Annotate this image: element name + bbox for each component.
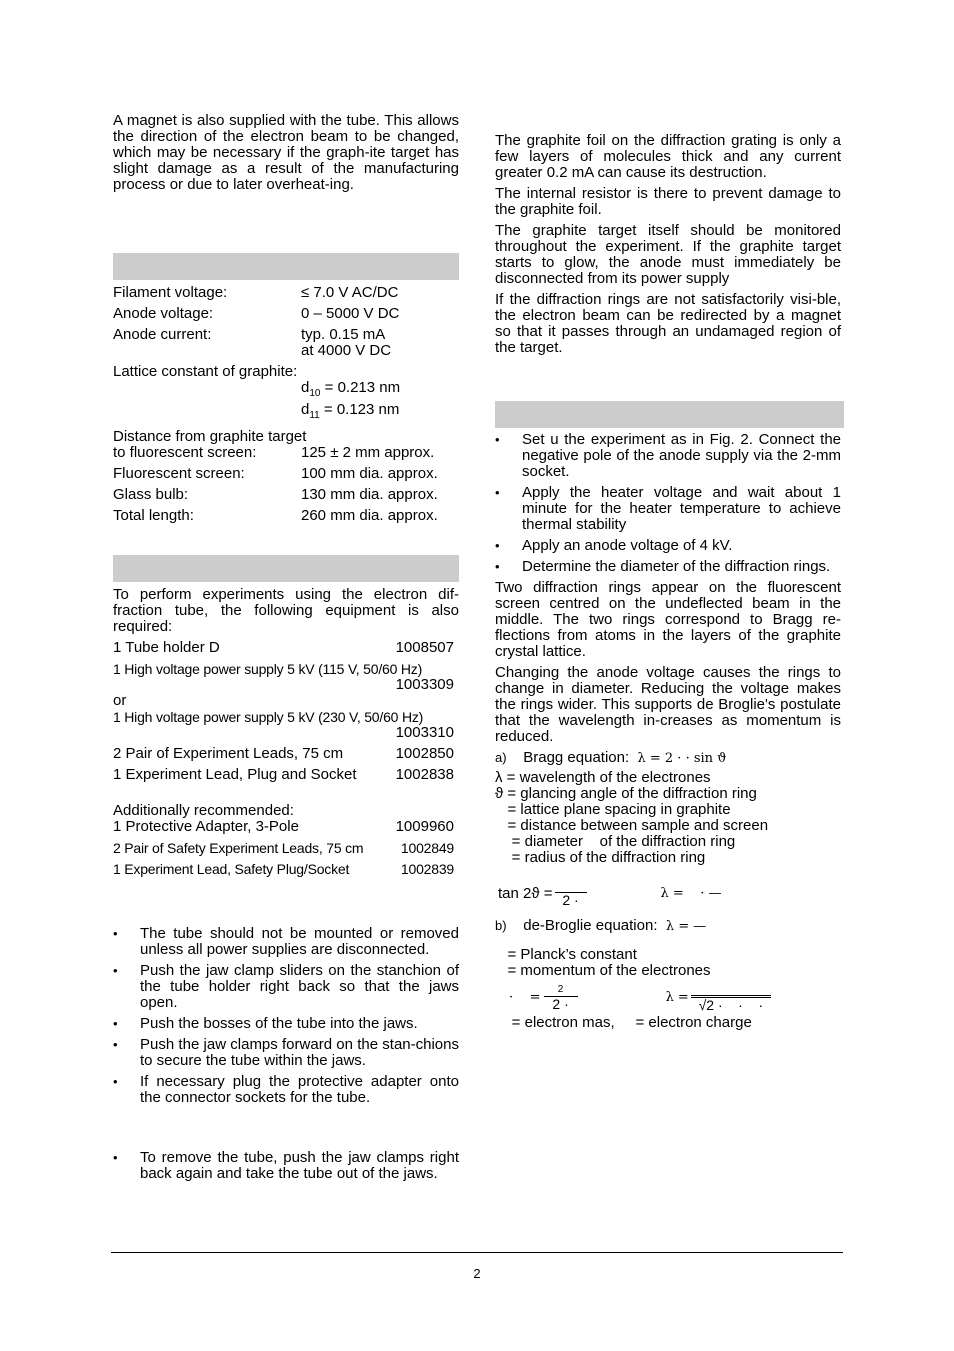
section-header-bar <box>495 401 844 428</box>
equipment-row: 2 Pair of Experiment Leads, 75 cm 1002850 <box>113 745 454 762</box>
spec-row: Anode current: typ. 0.15 mA at 4000 V DC <box>113 326 392 359</box>
list-item: • To remove the tube, push the jaw clamps right back again and take the tube out of the jaws. <box>113 1150 459 1182</box>
list-item: • If necessary plug the protective adapter onto the connector sockets for the tube. <box>113 1074 459 1106</box>
bragg-equation: a) Bragg equation: λ = 2 · · sin ϑ <box>495 749 727 766</box>
spec-row: Filament voltage: ≤ 7.0 V AC/DC <box>113 284 399 301</box>
equipment-section <box>113 555 459 882</box>
page-number: 2 <box>473 1266 481 1281</box>
paragraph: The graphite target itself should be monitored throughout the experiment. If the graphite target starts to glow, the anode must immediately be disconnected from its power supply <box>495 222 841 287</box>
broglie-equation: b) de-Broglie equation: λ = — <box>495 917 707 934</box>
equipment-intro: To perform experiments using the electron dif-fraction tube, the following equipment is also required: <box>113 586 459 635</box>
lattice-d10: $d_{10} = 0.213$ nm <box>301 379 401 399</box>
equipment-row: 1 Experiment Lead, Safety Plug/Socket 1002839 <box>113 861 454 877</box>
paragraph: Changing the anode voltage causes the rings to change in diameter. Reducing the voltage makes the rings wider. This supports de Broglie's postulate that the wavelength in-creases as momentum is reduced. <box>495 664 841 745</box>
equipment-row: 1 Protective Adapter, 3-Pole 1009960 <box>113 818 454 835</box>
list-item: • Apply the heater voltage and wait about 1 minute for the heater temperature to achieve thermal stability <box>495 485 841 533</box>
removal-steps <box>113 1150 459 1187</box>
article-number: 1003309 <box>395 676 454 693</box>
lattice-d11: $d_{11} = 0.123$ nm <box>301 401 400 421</box>
distance-label: Distance from graphite target <box>113 428 307 445</box>
spec-row: to fluorescent screen: 125 ± 2 mm approx. <box>113 444 435 461</box>
paragraph: Two diffraction rings appear on the fluorescent screen centred on the undeflected beam in the middle. The two rings correspond to Bragg re-flections from atoms in the layers of the graphite crystal lattice. <box>495 579 841 660</box>
list-item: • Determine the diameter of the diffraction rings. <box>495 559 841 575</box>
section-header-bar <box>113 555 459 582</box>
safety-section <box>495 133 841 361</box>
recommended-label: Additionally recommended: <box>113 802 294 819</box>
tan-formula: tan 2ϑ = 2 · λ = · — <box>495 880 841 908</box>
mounting-steps <box>113 926 459 1111</box>
left-column <box>113 113 459 198</box>
list-item: • The tube should not be mounted or removed unless all power supplies are disconnected. <box>113 926 459 958</box>
definition: = lattice plane spacing in graphite <box>495 801 731 818</box>
equipment-row: 1 High voltage power supply 5 kV (230 V, 50/60 Hz) <box>113 709 424 725</box>
spec-row: Total length: 260 mm dia. approx. <box>113 507 438 524</box>
definition: = radius of the diffraction ring <box>495 849 706 866</box>
magnet-paragraph: A magnet is also supplied with the tube. This allows the direction of the electron beam to be changed, which may be necessary if the graph-ite target has slight damage as a result of the manufacturing process or due to later overheat-ing. <box>113 112 459 193</box>
list-item: • Push the jaw clamps forward on the stan-chions to secure the tube within the jaws. <box>113 1037 459 1069</box>
equipment-row: 2 Pair of Safety Experiment Leads, 75 cm 1002849 <box>113 840 454 856</box>
equipment-row: 1 Experiment Lead, Plug and Socket 1002838 <box>113 766 454 783</box>
spec-row: Fluorescent screen: 100 mm dia. approx. <box>113 465 438 482</box>
procedure-section <box>495 401 841 1031</box>
technical-data-section <box>113 253 459 529</box>
lattice-label: Lattice constant of graphite: <box>113 363 298 380</box>
definition: = distance between sample and screen <box>495 817 769 834</box>
definition: = momentum of the electrones <box>495 962 711 979</box>
list-item: • Push the bosses of the tube into the jaws. <box>113 1016 459 1032</box>
footer-rule <box>111 1252 843 1253</box>
definition: = electron mas, = electron charge <box>495 1014 752 1031</box>
spec-row: Anode voltage: 0 – 5000 V DC <box>113 305 400 322</box>
energy-formula: · = $\frac{2}{2 \cdot}$ λ = √2 · · · <box>495 983 841 1013</box>
paragraph: The internal resistor is there to prevent damage to the graphite foil. <box>495 185 841 218</box>
paragraph: The graphite foil on the diffraction grating is only a few layers of molecules thick and any current greater 0.2 mA can cause its destruction. <box>495 132 841 181</box>
definition: = diameter of the diffraction ring <box>495 833 736 850</box>
list-item: • Set u the experiment as in Fig. 2. Connect the negative pole of the anode supply via the 2-mm socket. <box>495 432 841 480</box>
article-number: 1003310 <box>395 724 454 741</box>
spec-row: Glass bulb: 130 mm dia. approx. <box>113 486 438 503</box>
definition: = Planck’s constant <box>495 946 637 963</box>
definition: λ = wavelength of the electrones <box>495 769 711 786</box>
definition: ϑ = glancing angle of the diffraction ring <box>495 785 757 802</box>
or-text: or <box>113 692 127 709</box>
paragraph: If the diffraction rings are not satisfactorily visi-ble, the electron beam can be redirected by a magnet so that it passes through an undamaged region of the target. <box>495 291 841 356</box>
equipment-row: 1 Tube holder D 1008507 <box>113 639 454 656</box>
list-item: • Apply an anode voltage of 4 kV. <box>495 538 841 554</box>
list-item: • Push the jaw clamp sliders on the stanchion of the tube holder right back so that the jaws open. <box>113 963 459 1011</box>
section-header-bar <box>113 253 459 280</box>
equipment-row: 1 High voltage power supply 5 kV (115 V, 50/60 Hz) <box>113 661 423 677</box>
